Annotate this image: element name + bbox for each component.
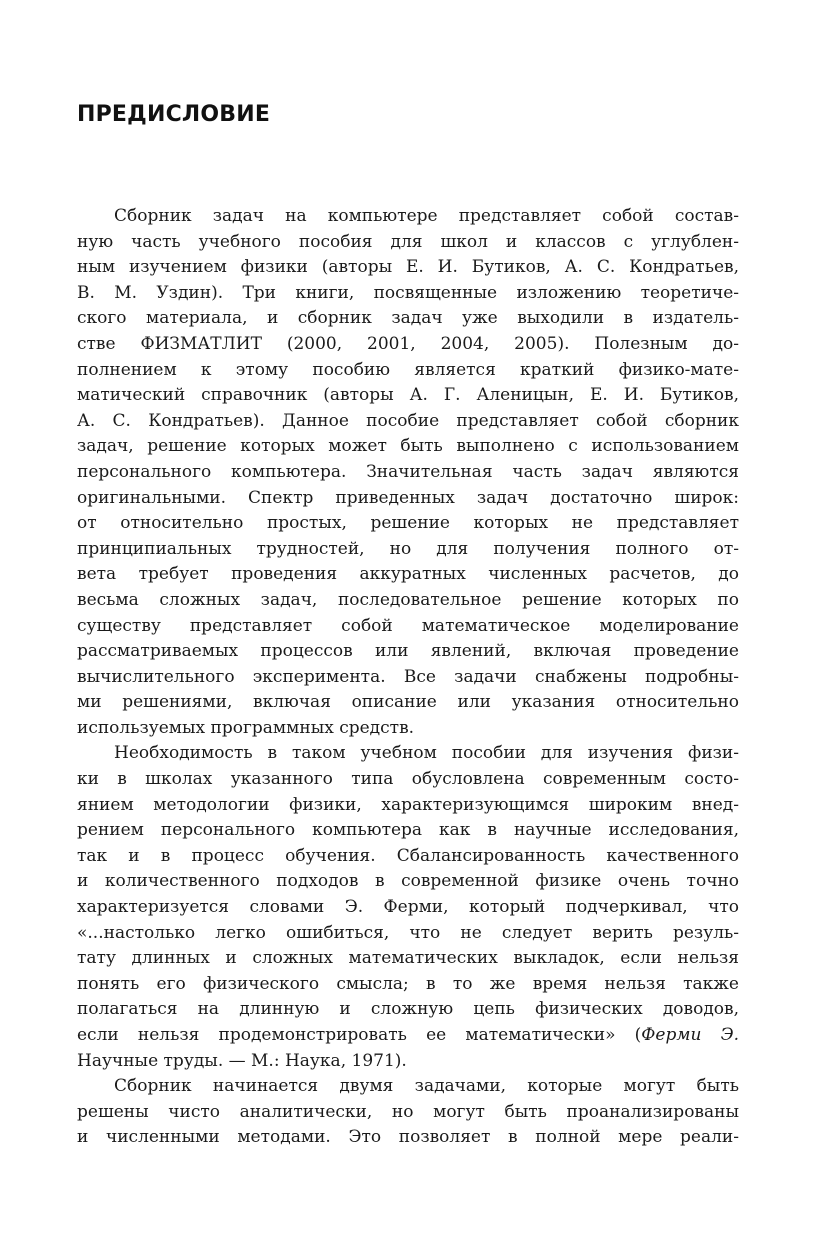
text-line: А. С. Кондратьев). Данное пособие представляет собой сборник — [77, 410, 739, 431]
body-text — [77, 204, 739, 1151]
text-line: Научные труды. — М.: Наука, 1971). — [77, 1050, 407, 1071]
text-line: и численными методами. Это позволяет в полной мере реали- — [77, 1127, 739, 1148]
citation-author: Ферми Э. — [641, 1025, 739, 1045]
paragraph-3 — [77, 1074, 739, 1151]
text-line: ского материала, и сборник задач уже выходили в издатель- — [77, 308, 739, 329]
text-line: характеризуется словами Э. Ферми, который подчеркивал, что — [77, 897, 739, 918]
text-line: задач, решение которых может быть выполнено с использованием — [77, 436, 739, 457]
text-line: решены чисто аналитически, но могут быть проанализированы — [77, 1101, 739, 1122]
text-line: ми решениями, включая описание или указания относительно — [77, 692, 739, 713]
text-line: оригинальными. Спектр приведенных задач достаточно широк: — [77, 487, 739, 508]
text-line: «...настолько легко ошибиться, что не следует верить резуль- — [77, 922, 739, 943]
text-line: Необходимость в таком учебном пособии для изучения физи- — [114, 743, 739, 764]
text-line: тату длинных и сложных математических выкладок, если нельзя — [77, 948, 739, 969]
text-line: янием методологии физики, характеризующимся широким внед- — [77, 794, 739, 815]
text-line: персонального компьютера. Значительная часть задач являются — [77, 461, 739, 482]
text-line: ным изучением физики (авторы Е. И. Бутиков, А. С. Кондратьев, — [77, 257, 739, 278]
text-line: вета требует проведения аккуратных численных расчетов, до — [77, 564, 739, 585]
text-line: В. М. Уздин). Три книги, посвященные изложению теоретиче- — [77, 282, 739, 303]
text-line: весьма сложных задач, последовательное решение которых по — [77, 589, 739, 610]
paragraph-2 — [77, 741, 739, 1074]
text-line: понять его физического смысла; в то же время нельзя также — [77, 973, 739, 994]
text-line: используемых программных средств. — [77, 717, 415, 738]
text-line: стве ФИЗМАТЛИТ (2000, 2001, 2004, 2005). Полезным до- — [77, 333, 739, 354]
paragraph-1 — [77, 204, 739, 741]
text-line: существу представляет собой математическое моделирование — [77, 615, 739, 636]
text-line: от относительно простых, решение которых не представляет — [77, 513, 739, 534]
text-line: вычислительного эксперимента. Все задачи снабжены подробны- — [77, 666, 739, 687]
page-title: ПРЕДИСЛОВИЕ — [77, 102, 271, 127]
text-line: ную часть учебного пособия для школ и классов с углублен- — [77, 231, 739, 252]
text-line: матический справочник (авторы А. Г. Аленицын, Е. И. Бутиков, — [77, 385, 739, 406]
text-line: так и в процесс обучения. Сбалансированность качественного — [77, 845, 739, 866]
text-line: рением персонального компьютера как в научные исследования, — [77, 820, 739, 841]
text-line: принципиальных трудностей, но для получения полного от- — [77, 538, 739, 559]
text-line: и количественного подходов в современной физике очень точно — [77, 871, 739, 892]
text-line: Сборник задач на компьютере представляет собой состав- — [114, 206, 739, 226]
text-line: полагаться на длинную и сложную цепь физических доводов, — [77, 999, 739, 1020]
text-line: рассматриваемых процессов или явлений, включая проведение — [77, 641, 739, 662]
text-line: ки в школах указанного типа обусловлена современным состо- — [77, 769, 739, 790]
text-line: полнением к этому пособию является краткий физико-мате- — [77, 359, 739, 380]
text-line: Сборник начинается двумя задачами, которые могут быть — [114, 1076, 739, 1097]
citation-line — [77, 1023, 739, 1049]
citation-text: если нельзя продемонстрировать ее математически» ( — [77, 1025, 642, 1045]
